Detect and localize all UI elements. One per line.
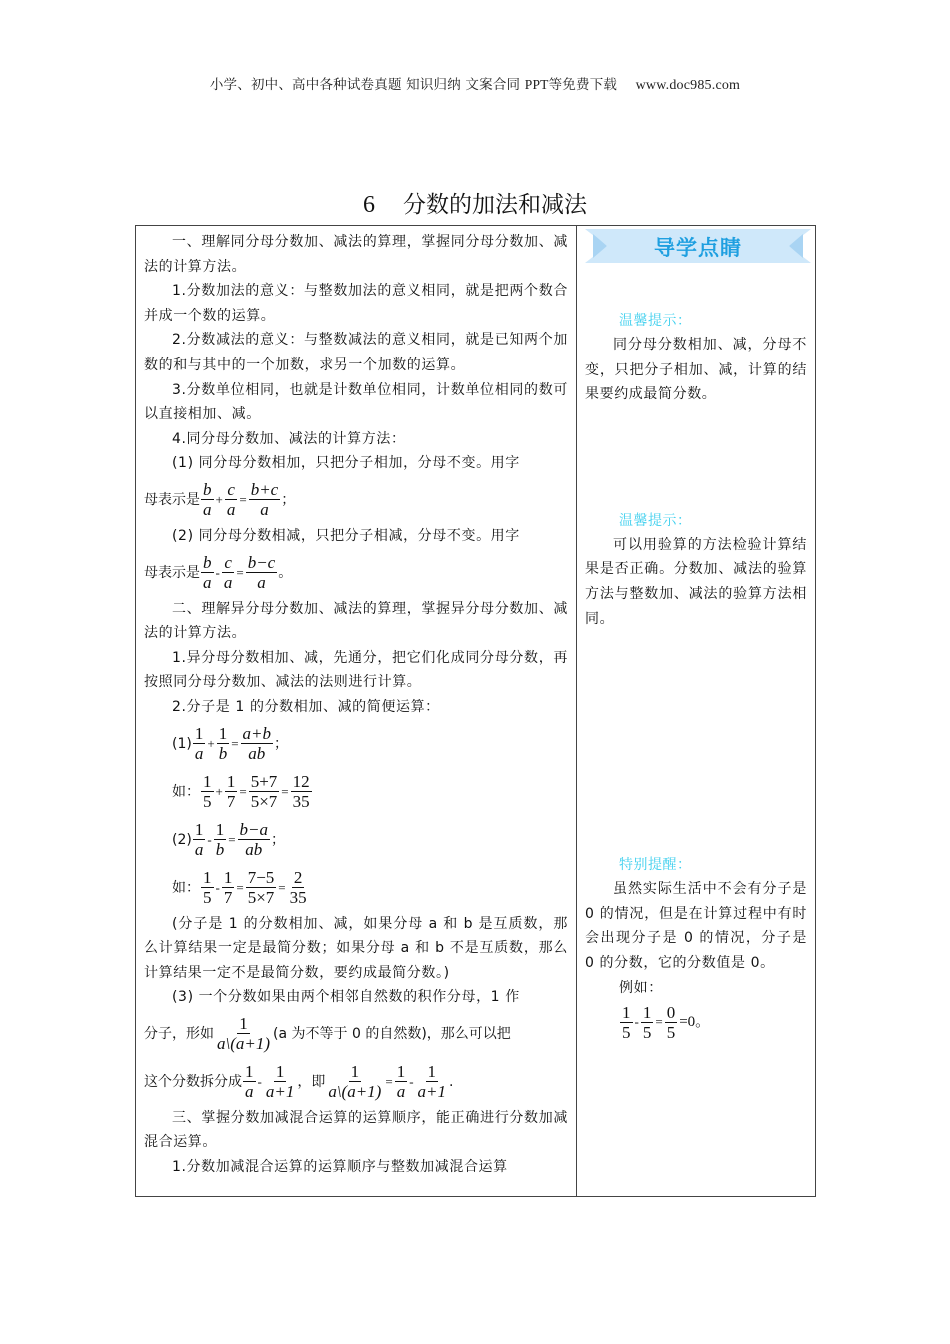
fraction: $\frac{b-a}{ab}$ <box>239 820 269 859</box>
fraction: $\frac{5+7}{5\times 7}$ <box>250 772 278 811</box>
fraction: $\frac{a+b}{ab}$ <box>242 724 272 763</box>
sidebar-tips-column <box>577 226 815 1196</box>
rule-1-formula <box>144 720 568 768</box>
punctuation: ； <box>281 491 296 508</box>
watermark-text: 小学、初中、高中各种试卷真题 知识归纳 文案合同 <box>209 77 521 93</box>
example-label: 例如： <box>619 979 663 996</box>
equals-sign: = <box>236 879 244 895</box>
plus-sign: + <box>207 735 215 751</box>
fraction: $\frac{1}{5}$ <box>622 1002 631 1042</box>
section-2-note: (分子是 1 的分数相加、减，如果分母 a 和 b 是互质数，那么计算结果一定是最简分数；如果分母 a 和 b 不是互质数，那么计算结果一定不是最简分数，要约成最简分数。) <box>144 915 568 981</box>
formula-sub-same-denominator <box>144 549 568 597</box>
fraction: $\frac{1}{a}$ <box>194 820 204 859</box>
punctuation: . <box>449 1073 454 1090</box>
rule-label: (1) <box>172 735 192 752</box>
watermark-ppt: PPT <box>524 77 549 92</box>
guide-banner <box>585 229 811 263</box>
rule-2-example <box>144 864 568 912</box>
punctuation: ； <box>274 735 289 752</box>
watermark-url[interactable]: www.doc985.com <box>635 78 741 93</box>
fraction: $\frac{b}{a}$ <box>203 480 212 520</box>
section-2-point-2: 2.分子是 1 的分数相加、减的简便运算： <box>172 698 440 715</box>
fraction: $\frac{1}{a}$ <box>396 1062 406 1102</box>
fraction: $\frac{1}{b}$ <box>218 724 228 763</box>
minus-sign: - <box>634 1014 639 1030</box>
section-1-heading: 一、理解同分母分数加、减法的算理，掌握同分母分数加、减法的计算方法。 <box>144 234 568 275</box>
section-2-point-3: (3) 一个分数如果由两个相邻自然数的积作分母，1 作 <box>172 989 520 1006</box>
tip-2-title: 温馨提示： <box>619 512 692 529</box>
fraction: $\frac{b}{a}$ <box>203 553 212 593</box>
banner-label: 导学点睛 <box>654 236 742 260</box>
fraction: $\frac{1}{5}$ <box>203 772 212 811</box>
equals-sign: = <box>228 831 236 847</box>
minus-sign: - <box>215 564 220 580</box>
rule-label: (2) <box>172 831 192 848</box>
text: 这个分数拆分成 <box>144 1073 242 1090</box>
fraction: $\frac{1}{a\backslash(a+1)}$ <box>328 1062 382 1102</box>
text: (a 为不等于 0 的自然数)，那么可以把 <box>273 1025 511 1042</box>
section-1-point-1: 1.分数加法的意义：与整数加法的意义相同，就是把两个数合并成一个数的运算。 <box>144 283 568 324</box>
adjacent-product-form <box>144 1010 568 1058</box>
header-watermark <box>0 73 950 94</box>
section-1-point-3: 3.分数单位相同，也就是计数单位相同，计数单位相同的数可以直接相加、减。 <box>144 381 568 423</box>
fraction: $\frac{1}{b}$ <box>215 820 225 859</box>
content-table <box>135 225 816 1197</box>
text: ，即 <box>297 1073 326 1090</box>
fraction: $\frac{c}{a}$ <box>226 480 236 520</box>
zero-numerator-example <box>585 1000 807 1044</box>
tip-3-body: 虽然实际生活中不会有分子是 0 的情况，但是在计算过程中有时会出现分子是 0 的情况，分子是 0 的分数，它的分数值是 0。 <box>585 881 807 971</box>
section-2-heading: 二、理解异分母分数加、减法的算理，掌握异分母分数加、减法的计算方法。 <box>144 600 568 642</box>
equals-sign: = <box>385 1073 393 1089</box>
section-3-heading: 三、掌握分数加减混合运算的运算顺序，能正确进行分数加减混合运算。 <box>144 1109 568 1151</box>
fraction: $\frac{1}{a}$ <box>245 1062 254 1102</box>
tip-1-title: 温馨提示： <box>619 313 692 329</box>
page-title <box>0 186 950 219</box>
fraction: $\frac{1}{a\backslash(a+1)}$ <box>217 1014 271 1054</box>
minus-sign: - <box>215 879 220 895</box>
fraction: $\frac{1}{a+1}$ <box>417 1062 447 1102</box>
equals-sign: = <box>239 491 247 507</box>
punctuation: ； <box>271 831 286 848</box>
fraction: $\frac{2}{35}$ <box>289 868 307 907</box>
split-fraction-formula <box>144 1058 568 1106</box>
formula-prefix: 母表示是 <box>144 491 200 508</box>
fraction: $\frac{7-5}{5\times 7}$ <box>247 868 275 907</box>
rule-2-formula <box>144 816 568 864</box>
formula-prefix: 母表示是 <box>144 564 200 581</box>
equals-sign: = <box>231 735 239 751</box>
watermark-suffix: 等免费下载 <box>548 77 618 93</box>
fraction: $\frac{1}{7}$ <box>226 772 236 811</box>
formula-add-same-denominator <box>144 476 568 524</box>
lesson-title: 分数的加法和减法 <box>403 192 587 218</box>
lesson-number: 6 <box>363 192 375 218</box>
equals-sign: = <box>281 783 289 799</box>
rule-1-example <box>144 768 568 816</box>
fraction: $\frac{1}{a}$ <box>194 724 204 763</box>
minus-sign: - <box>409 1073 414 1089</box>
fraction: $\frac{b-c}{a}$ <box>247 553 276 593</box>
fraction: $\frac{1}{7}$ <box>223 868 233 907</box>
equals-sign: = <box>278 879 286 895</box>
fraction: $\frac{1}{5}$ <box>203 868 212 907</box>
section-1-point-4-1: (1) 同分母分数相加，只把分子相加，分母不变。用字 <box>172 455 520 472</box>
fraction: $\frac{1}{a+1}$ <box>265 1062 295 1102</box>
equals-sign: = <box>239 783 247 799</box>
minus-sign: - <box>207 831 212 847</box>
tip-1-body: 同分母分数相加、减，分母不变，只把分子相加、减，计算的结果要约成最简分数。 <box>585 337 807 403</box>
equals-sign: = <box>655 1014 663 1030</box>
section-1-point-2: 2.分数减法的意义：与整数减法的意义相同，就是已知两个加数的和与其中的一个加数，求另一个加数的运算。 <box>144 332 568 373</box>
punctuation: 。 <box>278 564 293 581</box>
section-1-point-4: 4.同分母分数加、减法的计算方法： <box>172 430 406 447</box>
fraction: $\frac{0}{5}$ <box>666 1002 676 1042</box>
example-label: 如： <box>172 783 200 800</box>
fraction: $\frac{b+c}{a}$ <box>250 480 279 520</box>
fraction: $\frac{c}{a}$ <box>223 553 233 593</box>
example-label: 如： <box>172 879 200 896</box>
fraction: $\frac{1}{5}$ <box>642 1002 652 1042</box>
equals-sign: = <box>236 564 244 580</box>
text: 分子，形如 <box>144 1025 214 1042</box>
fraction: $\frac{12}{35}$ <box>292 772 310 811</box>
tip-3-title: 特别提醒： <box>619 857 692 874</box>
section-2-point-1: 1.异分母分数相加、减，先通分，把它们化成同分母分数，再按照同分母分数加、减法的法则进行计算。 <box>144 649 568 691</box>
plus-sign: + <box>215 491 223 507</box>
minus-sign: - <box>257 1073 262 1089</box>
result-text: =0。 <box>679 1014 711 1031</box>
tip-2-body: 可以用验算的方法检验计算结果是否正确。分数加、减法的验算方法与整数加、减法的验算方法相同。 <box>585 536 807 627</box>
section-1-point-4-2: (2) 同分母分数相减，只把分子相减，分母不变。用字 <box>172 527 520 544</box>
plus-sign: + <box>215 783 223 799</box>
main-content-column <box>136 226 577 1196</box>
section-3-point-1: 1.分数加减混合运算的运算顺序与整数加减混合运算 <box>172 1159 508 1176</box>
